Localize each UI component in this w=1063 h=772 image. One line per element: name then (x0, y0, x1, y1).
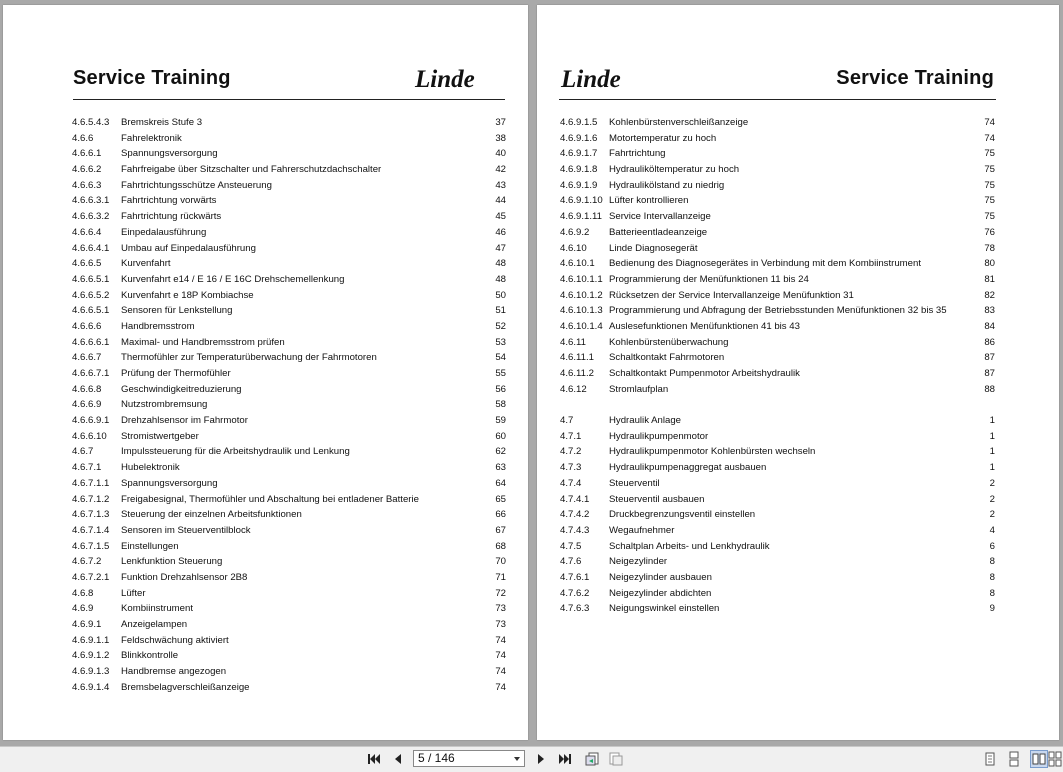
toc-entry-page: 6 (989, 540, 995, 552)
toc-entry[interactable] (72, 648, 506, 664)
toc-entry-number: 4.6.6.3.2 (72, 211, 110, 223)
toc-entry[interactable] (560, 241, 995, 257)
toc-entry-title: Lüfter (121, 587, 146, 599)
toc-entry-title: Fahrtrichtungsschütze Ansteuerung (121, 179, 272, 191)
toc-entry-number: 4.6.6.3.1 (72, 195, 110, 207)
toc-list (72, 115, 506, 695)
toc-entry-title: Einstellungen (121, 540, 179, 552)
toc-entry-page: 74 (495, 634, 506, 646)
toc-entry-title: Kurvenfahrt e 18P Kombiachse (121, 289, 254, 301)
toc-entry-page: 66 (495, 509, 506, 521)
toc-entry-number: 4.6.9.1 (72, 619, 102, 630)
toc-entry-number: 4.6.10 (560, 242, 587, 254)
toc-entry-page: 86 (984, 336, 995, 348)
toc-entry-number: 4.6.9.1.4 (72, 681, 110, 693)
toc-entry-number: 4.6.6.1 (72, 148, 102, 160)
toc-entry[interactable] (72, 507, 506, 523)
toc-entry-number: 4.6.9.2 (560, 226, 590, 238)
toc-entry-number: 4.6.9.1.10 (560, 195, 603, 207)
toc-entry-title: Steuerventil (609, 477, 660, 489)
toc-entry-title: Stromlaufplan (609, 383, 669, 395)
toc-entry-page: 59 (495, 415, 506, 427)
toc-entry-page: 60 (495, 430, 506, 442)
toc-entry-page: 40 (495, 148, 506, 160)
toc-entry-page: 56 (495, 383, 506, 395)
toc-entry-title: Umbau auf Einpedalausführung (121, 242, 256, 254)
toc-entry-title: Neigezylinder (609, 556, 668, 568)
document-page-left (3, 5, 528, 740)
page-number-select[interactable] (413, 750, 525, 767)
next-page-icon[interactable] (533, 751, 549, 767)
toc-entry-page: 63 (495, 462, 506, 474)
toc-entry-number: 4.6.7 (72, 446, 94, 458)
toc-entry-number: 4.6.9.1.3 (72, 666, 110, 678)
header-rule (559, 99, 996, 100)
toc-entry-number: 4.6.9.1.7 (560, 148, 598, 160)
viewer-toolbar (0, 746, 1063, 772)
toc-entry[interactable] (560, 570, 995, 586)
toc-entry-title: Kurvenfahrt (121, 258, 171, 270)
toc-entry-title: Impulssteuerung für die Arbeitshydraulik und Lenkung (121, 446, 350, 458)
toc-entry-number: 4.7.6.2 (560, 587, 590, 599)
toc-entry-number: 4.7.6 (560, 556, 582, 568)
toc-entry[interactable] (560, 539, 995, 555)
toc-entry[interactable] (72, 601, 506, 617)
toc-entry-page: 42 (495, 164, 506, 176)
toc-entry[interactable] (72, 664, 506, 680)
toc-entry[interactable] (72, 131, 506, 147)
toc-entry-title: Neigezylinder abdichten (609, 587, 712, 599)
toc-entry-page: 4 (989, 524, 995, 536)
last-page-icon[interactable] (557, 751, 573, 767)
toc-entry-number: 4.7.6.1 (560, 571, 590, 583)
toc-entry-title: Motortemperatur zu hoch (609, 132, 717, 144)
toc-entry[interactable] (72, 382, 506, 398)
toc-entry[interactable] (72, 413, 506, 429)
two-page-continuous-icon[interactable] (1047, 751, 1063, 767)
toc-entry[interactable] (72, 429, 506, 445)
toc-entry-title: Handbremse angezogen (121, 666, 227, 678)
toc-entry-number: 4.6.9.1.9 (560, 179, 598, 191)
toc-entry-page: 52 (495, 320, 506, 332)
toc-entry-page: 38 (495, 132, 506, 144)
toc-entry-number: 4.6.10.1.2 (560, 289, 603, 301)
toc-entry-page: 75 (984, 211, 995, 223)
toc-entry-number: 4.6.10.1 (560, 258, 595, 270)
toc-entry-page: 45 (495, 211, 506, 223)
toc-entry[interactable] (72, 476, 506, 492)
toc-entry[interactable] (72, 225, 506, 241)
toc-entry[interactable] (560, 272, 995, 288)
toc-entry-page: 76 (984, 226, 995, 238)
toc-entry-number: 4.6.7.1.2 (72, 493, 110, 505)
toc-entry-title: Wegaufnehmer (609, 524, 675, 536)
toc-entry[interactable] (72, 554, 506, 570)
toc-entry-page: 70 (495, 556, 506, 568)
toc-entry-title: Rücksetzen der Service Intervallanzeige Menüfunktion 31 (609, 289, 854, 301)
toc-entry-number: 4.6.6.8 (72, 383, 102, 395)
toc-entry-page: 74 (495, 681, 506, 693)
toc-entry[interactable] (72, 335, 506, 351)
toc-entry[interactable] (72, 178, 506, 194)
toc-entry-page: 58 (495, 399, 506, 411)
toc-entry-page: 75 (984, 179, 995, 191)
toc-entry-title: Fahrfreigabe über Sitzschalter und Fahrerschutzdachschalter (121, 164, 382, 176)
toc-entry-page: 73 (495, 603, 506, 615)
toc-entry[interactable] (72, 115, 506, 131)
toc-entry[interactable] (72, 523, 506, 539)
toc-entry-title: Spannungsversorgung (121, 148, 218, 160)
toc-entry[interactable] (72, 570, 506, 586)
toc-entry-number: 4.6.9.1.1 (72, 634, 110, 646)
toc-entry-title: Maximal- und Handbremsstrom prüfen (121, 336, 285, 348)
toc-entry-page: 62 (495, 446, 506, 458)
page-title: Service Training (836, 67, 994, 89)
toc-entry-page: 64 (495, 477, 506, 489)
toc-entry[interactable] (560, 601, 995, 617)
toc-entry-title: Feldschwächung aktiviert (121, 634, 229, 646)
toc-entry[interactable] (72, 193, 506, 209)
toc-entry-page: 8 (989, 587, 995, 599)
toc-entry-page: 87 (984, 368, 995, 379)
toc-entry[interactable] (72, 460, 506, 476)
toc-entry-number: 4.6.9.1.11 (560, 211, 602, 223)
toc-entry[interactable] (560, 256, 995, 272)
toc-entry[interactable] (560, 413, 995, 429)
toc-entry-title: Programmierung und Abfragung der Betriebsstunden Menüfunktionen 32 bis 35 (609, 305, 947, 317)
toc-entry-page: 44 (495, 195, 506, 207)
toc-entry-title: Kohlenbürstenverschleißanzeige (609, 117, 749, 128)
toc-entry-number: 4.6.7.1.4 (72, 524, 110, 536)
toc-entry-number: 4.6.6.4 (72, 226, 102, 238)
toc-entry-title: Sensoren im Steuerventilblock (121, 524, 251, 536)
toc-entry-title: Hubelektronik (121, 462, 180, 474)
toc-entry-title: Programmierung der Menüfunktionen 11 bis 24 (609, 273, 809, 285)
toc-entry-title: Kurvenfahrt e14 / E 16 / E 16C Drehschemellenkung (121, 273, 345, 285)
toc-entry[interactable] (72, 492, 506, 508)
toc-entry[interactable] (560, 288, 995, 304)
toc-entry-number: 4.6.6.6 (72, 320, 102, 332)
toc-entry-number: 4.6.6.2 (72, 164, 102, 176)
toc-entry-number: 4.7.3 (560, 462, 582, 474)
toc-entry-title: Blinkkontrolle (121, 650, 179, 662)
toc-entry-page: 37 (495, 117, 506, 128)
toc-entry-number: 4.7.6.3 (560, 603, 590, 615)
go-back-icon[interactable] (584, 751, 600, 767)
toc-entry-page: 67 (495, 524, 506, 536)
toc-entry-title: Steuerung der einzelnen Arbeitsfunktionen (121, 509, 302, 521)
toc-entry-title: Nutzstrombremsung (121, 399, 208, 411)
toc-entry[interactable] (560, 209, 995, 225)
toc-entry[interactable] (72, 146, 506, 162)
toc-entry-page: 81 (984, 273, 995, 285)
toc-entry[interactable] (560, 319, 995, 335)
toc-entry-number: 4.7.2 (560, 446, 582, 458)
toc-entry-number: 4.6.9.1.2 (72, 650, 110, 662)
toc-entry-number: 4.6.6.10 (72, 430, 107, 442)
toc-entry[interactable] (560, 507, 995, 523)
toc-entry-page: 82 (984, 289, 995, 301)
toc-entry[interactable] (560, 225, 995, 241)
toc-entry-page: 84 (984, 320, 995, 332)
toc-entry-number: 4.6.7.1.1 (72, 477, 110, 489)
toc-entry[interactable] (72, 633, 506, 649)
toc-entry-title: Stromistwertgeber (121, 430, 199, 442)
toc-entry[interactable] (560, 303, 995, 319)
toc-entry-number: 4.6.7.1.3 (72, 509, 110, 521)
toc-entry-title: Funktion Drehzahlsensor 2B8 (121, 571, 248, 583)
toc-entry-title: Fahrtrichtung vorwärts (121, 195, 217, 207)
toc-entry[interactable] (72, 539, 506, 555)
toc-entry[interactable] (72, 209, 506, 225)
toc-entry-page: 75 (984, 148, 995, 160)
toc-entry-title: Kohlenbürstenüberwachung (609, 336, 729, 348)
first-page-icon[interactable] (366, 751, 382, 767)
toc-entry[interactable] (560, 366, 995, 382)
toc-entry-page: 1 (989, 430, 995, 442)
toc-entry-page: 75 (984, 164, 995, 176)
single-page-icon[interactable] (982, 751, 998, 767)
toc-entry[interactable] (72, 272, 506, 288)
toc-entry-page: 8 (989, 556, 995, 568)
linde-logo (413, 63, 508, 93)
toc-entry[interactable] (72, 256, 506, 272)
toc-entry-title: Geschwindigkeitreduzierung (121, 383, 242, 395)
toc-entry-title: Hydraulikpumpenaggregat ausbauen (609, 462, 767, 474)
toc-entry-title: Linde Diagnosegerät (609, 242, 698, 254)
toc-entry[interactable] (72, 680, 506, 696)
toc-entry[interactable] (560, 350, 995, 366)
toc-entry-title: Drehzahlsensor im Fahrmotor (121, 415, 248, 427)
toc-entry-number: 4.6.6.3 (72, 179, 102, 191)
toc-entry-title: Neigezylinder ausbauen (609, 571, 712, 583)
toc-entry-number: 4.7.4.3 (560, 524, 590, 536)
toc-entry[interactable] (560, 444, 995, 460)
toc-entry-number: 4.6.6.5.1 (72, 273, 110, 285)
toc-entry-page: 80 (984, 258, 995, 270)
toc-entry-title: Service Intervallanzeige (609, 211, 711, 223)
toc-entry-page: 1 (989, 446, 995, 458)
toc-entry-page: 72 (495, 587, 506, 599)
toc-entry-title: Fahrtrichtung (609, 148, 666, 160)
toc-entry-page: 74 (984, 132, 995, 144)
toc-entry-title: Hydraulik Anlage (609, 415, 681, 427)
go-forward-icon[interactable] (608, 751, 624, 767)
toc-entry[interactable] (560, 178, 995, 194)
toc-entry-number: 4.6.10.1.4 (560, 320, 603, 332)
toc-entry-page: 83 (984, 305, 995, 317)
toc-entry-title: Bremsbelagverschleißanzeige (121, 681, 250, 693)
toc-entry-page: 87 (984, 352, 995, 364)
toc-entry-page: 78 (984, 242, 995, 254)
chevron-down-icon[interactable] (512, 752, 522, 765)
toc-entry-page: 71 (495, 571, 506, 583)
svg-text:Linde: Linde (415, 66, 475, 93)
toc-entry-number: 4.6.10.1.1 (560, 273, 603, 285)
toc-entry[interactable] (560, 460, 995, 476)
toc-entry[interactable] (72, 288, 506, 304)
toc-entry-title: Schaltplan Arbeits- und Lenkhydraulik (609, 540, 770, 552)
toc-entry[interactable] (560, 554, 995, 570)
toc-entry-title: Neigungswinkel einstellen (609, 603, 720, 615)
page-number-value: 5 / 146 (418, 751, 455, 765)
toc-entry-title: Einpedalausführung (121, 226, 207, 238)
toc-entry-page: 54 (495, 352, 506, 364)
toc-entry-number: 4.6.6.6.1 (72, 336, 110, 348)
toc-entry-title: Schaltkontakt Fahrmotoren (609, 352, 725, 364)
toc-entry-page: 2 (989, 477, 995, 489)
toc-entry-page: 46 (495, 226, 506, 238)
toc-entry-title: Handbremsstrom (121, 320, 195, 332)
toc-entry-page: 50 (495, 289, 506, 301)
continuous-page-icon[interactable] (1006, 751, 1022, 767)
toc-entry-title: Kombiinstrument (121, 603, 193, 615)
toc-entry-page: 55 (495, 368, 506, 379)
toc-entry-page: 43 (495, 179, 506, 191)
toc-entry-number: 4.6.6.7 (72, 352, 102, 364)
toc-entry-title: Lüfter kontrollieren (609, 195, 689, 207)
linde-logo (559, 63, 654, 93)
toc-entry[interactable] (72, 444, 506, 460)
toc-entry[interactable] (72, 617, 506, 633)
toc-entry-page: 48 (495, 258, 506, 270)
toc-entry-number: 4.6.6.9 (72, 399, 102, 411)
toc-entry[interactable] (560, 146, 995, 162)
toc-entry-number: 4.6.5.4.3 (72, 117, 110, 128)
toc-entry-number: 4.6.6.5.1 (72, 305, 110, 317)
toc-entry-number: 4.6.7.1.5 (72, 540, 110, 552)
toc-entry-title: Schaltkontakt Pumpenmotor Arbeitshydraulik (609, 368, 800, 379)
toc-entry-page: 1 (989, 415, 995, 427)
toc-entry-number: 4.7.4 (560, 477, 582, 489)
toc-entry-number: 4.7.1 (560, 430, 582, 442)
toc-entry-title: Steuerventil ausbauen (609, 493, 705, 505)
toc-entry[interactable] (72, 397, 506, 413)
two-page-icon[interactable] (1031, 751, 1047, 767)
toc-entry-page: 73 (495, 619, 506, 630)
toc-entry-number: 4.6.6.5 (72, 258, 102, 270)
toc-entry-page: 47 (495, 242, 506, 254)
toc-entry[interactable] (560, 382, 995, 398)
toc-entry-page: 53 (495, 336, 506, 348)
toc-entry-number: 4.6.11.1 (560, 352, 594, 364)
toc-entry-number: 4.7.4.2 (560, 509, 590, 521)
toc-entry[interactable] (560, 429, 995, 445)
toc-entry[interactable] (560, 335, 995, 351)
toc-entry[interactable] (72, 303, 506, 319)
toc-entry[interactable] (560, 586, 995, 602)
toc-entry-page: 1 (989, 462, 995, 474)
toc-entry-page: 8 (989, 571, 995, 583)
toc-entry[interactable] (560, 131, 995, 147)
toc-entry-number: 4.6.6.4.1 (72, 242, 110, 254)
toc-entry-page: 48 (495, 273, 506, 285)
toc-entry-number: 4.6.6.7.1 (72, 368, 110, 379)
toc-entry-number: 4.6.10.1.3 (560, 305, 603, 317)
toc-entry[interactable] (72, 319, 506, 335)
previous-page-icon[interactable] (390, 751, 406, 767)
toc-entry-title: Sensoren für Lenkstellung (121, 305, 233, 317)
toc-entry-number: 4.6.9 (72, 603, 94, 615)
toc-entry-number: 4.7.5 (560, 540, 582, 552)
toc-entry-page: 2 (989, 509, 995, 521)
toc-entry-number: 4.6.12 (560, 383, 587, 395)
toc-entry-title: Bremskreis Stufe 3 (121, 117, 203, 128)
toc-entry-number: 4.6.8 (72, 587, 94, 599)
toc-entry-number: 4.6.9.1.5 (560, 117, 598, 128)
toc-entry-page: 88 (984, 383, 995, 395)
toc-entry[interactable] (72, 366, 506, 382)
toc-entry-title: Hydrauliköltemperatur zu hoch (609, 164, 740, 176)
toc-entry-title: Fahrtrichtung rückwärts (121, 211, 222, 223)
toc-entry-number: 4.6.6 (72, 132, 94, 144)
toc-entry-page: 74 (984, 117, 995, 128)
toc-entry-page: 2 (989, 493, 995, 505)
toc-entry[interactable] (560, 476, 995, 492)
toc-entry-title: Lenkfunktion Steuerung (121, 556, 223, 568)
toc-entry[interactable] (72, 586, 506, 602)
toc-entry-title: Auslesefunktionen Menüfunktionen 41 bis 43 (609, 320, 800, 332)
page-title: Service Training (73, 67, 231, 89)
toc-entry-title: Druckbegrenzungsventil einstellen (609, 509, 756, 521)
toc-entry[interactable] (560, 162, 995, 178)
toc-entry-title: Bedienung des Diagnosegerätes in Verbindung mit dem Kombiinstrument (609, 258, 921, 270)
toc-entry-number: 4.7.4.1 (560, 493, 590, 505)
toc-entry-page: 65 (495, 493, 506, 505)
toc-entry-title: Freigabesignal, Thermofühler und Abschaltung bei entladener Batterie (121, 493, 419, 505)
toc-entry-number: 4.6.7.2 (72, 556, 102, 568)
toc-entry[interactable] (560, 115, 995, 131)
toc-entry[interactable] (72, 241, 506, 257)
toc-entry-page: 9 (989, 603, 995, 615)
toc-entry[interactable] (560, 492, 995, 508)
toc-entry-number: 4.6.7.1 (72, 462, 102, 474)
toc-entry-page: 74 (495, 666, 506, 678)
toc-entry-title: Spannungsversorgung (121, 477, 218, 489)
document-page-right (537, 5, 1059, 740)
toc-entry-number: 4.6.6.9.1 (72, 415, 110, 427)
toc-entry-title: Prüfung der Thermofühler (121, 368, 231, 379)
toc-entry-page: 51 (495, 305, 506, 317)
toc-entry-page: 75 (984, 195, 995, 207)
toc-entry-number: 4.6.11.2 (560, 368, 594, 379)
toc-list (560, 115, 995, 617)
toc-entry-title: Hydraulikpumpenmotor (609, 430, 709, 442)
toc-entry-number: 4.6.9.1.8 (560, 164, 598, 176)
toc-entry-title: Anzeigelampen (121, 619, 188, 630)
toc-entry[interactable] (560, 193, 995, 209)
toc-entry-page: 74 (495, 650, 506, 662)
toc-entry-title: Hydraulikölstand zu niedrig (609, 179, 725, 191)
toc-entry-number: 4.6.7.2.1 (72, 571, 110, 583)
header-rule (73, 99, 505, 100)
toc-entry[interactable] (72, 162, 506, 178)
toc-entry[interactable] (560, 523, 995, 539)
toc-entry-title: Batterieentladeanzeige (609, 226, 708, 238)
svg-text:Linde: Linde (561, 66, 621, 93)
toc-entry-title: Thermofühler zur Temperaturüberwachung der Fahrmotoren (121, 352, 377, 364)
toc-entry-page: 68 (495, 540, 506, 552)
toc-entry-title: Fahrelektronik (121, 132, 182, 144)
toc-entry-title: Hydraulikpumpenmotor Kohlenbürsten wechseln (609, 446, 816, 458)
toc-entry-number: 4.6.6.5.2 (72, 289, 110, 301)
toc-entry[interactable] (72, 350, 506, 366)
toc-entry-number: 4.6.9.1.6 (560, 132, 598, 144)
toc-entry-number: 4.7 (560, 415, 574, 427)
section-gap (560, 397, 995, 413)
toc-entry-number: 4.6.11 (560, 336, 586, 348)
